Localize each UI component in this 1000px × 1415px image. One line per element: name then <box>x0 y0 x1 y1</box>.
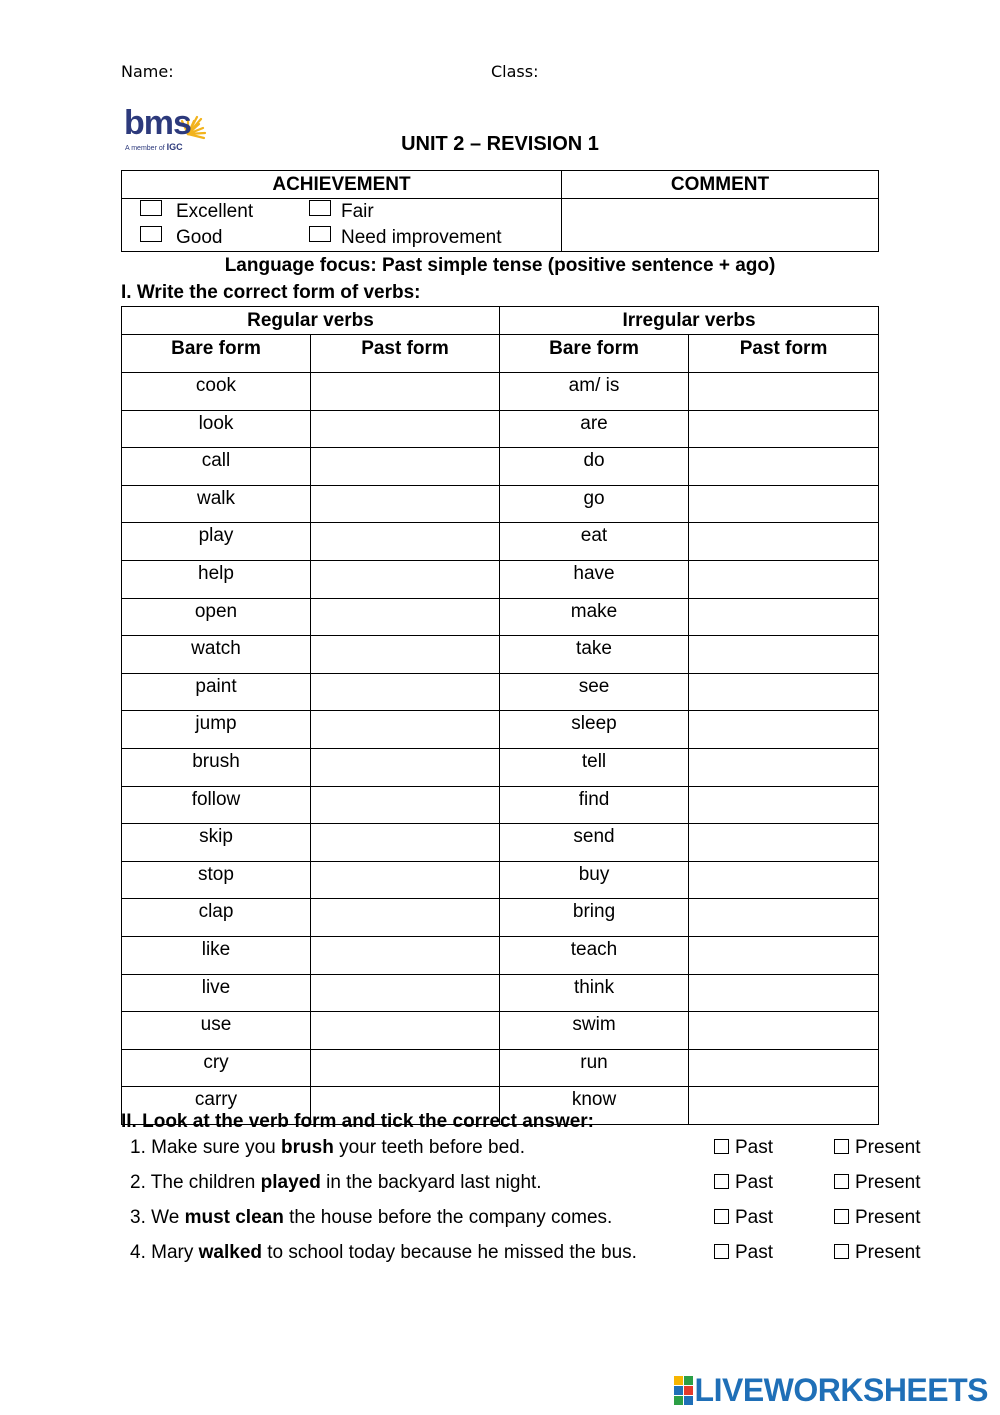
option-label: Excellent <box>176 201 254 222</box>
irregular-past-answer-cell[interactable] <box>689 861 879 899</box>
logo-tagline-prefix: A member of <box>125 145 165 152</box>
regular-past-answer-cell[interactable] <box>311 373 500 411</box>
past-form-header: Past form <box>311 335 500 373</box>
checkbox-icon[interactable] <box>834 1139 849 1154</box>
table-row <box>122 748 879 786</box>
irregular-past-answer-cell[interactable] <box>689 974 879 1012</box>
tick-present-3[interactable] <box>834 1207 920 1229</box>
regular-bare-cell: brush <box>122 748 311 786</box>
question-verb: must clean <box>184 1207 284 1228</box>
question-text: in the backyard last night. <box>320 1172 542 1193</box>
regular-past-answer-cell[interactable] <box>311 936 500 974</box>
present-label: Present <box>855 1242 921 1263</box>
tick-past-2[interactable] <box>714 1172 773 1194</box>
irregular-bare-cell: take <box>500 636 689 674</box>
regular-bare-cell: clap <box>122 899 311 937</box>
tick-past-1[interactable] <box>714 1137 773 1159</box>
question-verb: walked <box>198 1242 262 1263</box>
irregular-bare-cell: have <box>500 560 689 598</box>
achievement-table <box>121 170 879 252</box>
regular-bare-cell: like <box>122 936 311 974</box>
tick-present-1[interactable] <box>834 1137 920 1159</box>
irregular-bare-cell: do <box>500 448 689 486</box>
option-good[interactable] <box>140 227 222 249</box>
irregular-bare-cell: tell <box>500 748 689 786</box>
bare-form-header: Bare form <box>122 335 311 373</box>
question-verb: played <box>260 1172 321 1193</box>
irregular-past-answer-cell[interactable] <box>689 673 879 711</box>
regular-past-answer-cell[interactable] <box>311 899 500 937</box>
irregular-bare-cell: teach <box>500 936 689 974</box>
regular-past-answer-cell[interactable] <box>311 523 500 561</box>
option-label: Good <box>176 227 223 248</box>
question-text: 4. Mary <box>130 1242 199 1263</box>
checkbox-icon[interactable] <box>140 226 162 242</box>
present-label: Present <box>855 1137 921 1158</box>
question-4 <box>130 1242 637 1264</box>
liveworksheets-text: LIVEWORKSHEETS <box>694 1372 988 1408</box>
irregular-past-answer-cell[interactable] <box>689 410 879 448</box>
regular-bare-cell: help <box>122 560 311 598</box>
regular-bare-cell: skip <box>122 824 311 862</box>
table-row <box>122 673 879 711</box>
regular-bare-cell: carry <box>122 1087 311 1125</box>
irregular-verbs-header: Irregular verbs <box>500 307 879 335</box>
regular-past-answer-cell[interactable] <box>311 673 500 711</box>
logo-tagline-brand: IGC <box>166 142 183 152</box>
regular-past-answer-cell[interactable] <box>311 598 500 636</box>
irregular-past-answer-cell[interactable] <box>689 373 879 411</box>
logo-text: bms <box>124 104 191 142</box>
regular-bare-cell: follow <box>122 786 311 824</box>
tick-present-4[interactable] <box>834 1242 920 1264</box>
irregular-bare-cell: find <box>500 786 689 824</box>
regular-bare-cell: stop <box>122 861 311 899</box>
name-label: Name: <box>121 62 174 81</box>
past-label: Past <box>735 1172 774 1193</box>
class-label: Class: <box>491 62 539 81</box>
tick-past-4[interactable] <box>714 1242 773 1264</box>
irregular-past-answer-cell[interactable] <box>689 711 879 749</box>
option-label: Need improvement <box>341 227 502 248</box>
question-text: your teeth before bed. <box>333 1137 525 1158</box>
table-row <box>122 523 879 561</box>
irregular-bare-cell: run <box>500 1049 689 1087</box>
bare-form-header: Bare form <box>500 335 689 373</box>
table-row <box>122 899 879 937</box>
section1-heading: I. Write the correct form of verbs: <box>121 282 421 303</box>
regular-bare-cell: paint <box>122 673 311 711</box>
irregular-bare-cell: bring <box>500 899 689 937</box>
irregular-bare-cell: see <box>500 673 689 711</box>
question-text: 1. Make sure you <box>130 1137 282 1158</box>
tick-present-2[interactable] <box>834 1172 920 1194</box>
regular-past-answer-cell[interactable] <box>311 711 500 749</box>
present-label: Present <box>855 1172 921 1193</box>
irregular-past-answer-cell[interactable] <box>689 1012 879 1050</box>
checkbox-icon[interactable] <box>309 200 331 216</box>
regular-bare-cell: call <box>122 448 311 486</box>
irregular-bare-cell: buy <box>500 861 689 899</box>
irregular-past-answer-cell[interactable] <box>689 448 879 486</box>
table-row <box>122 786 879 824</box>
irregular-bare-cell: eat <box>500 523 689 561</box>
regular-past-answer-cell[interactable] <box>311 410 500 448</box>
checkbox-icon[interactable] <box>714 1174 729 1189</box>
checkbox-icon[interactable] <box>140 200 162 216</box>
liveworksheets-logo-icon <box>674 1376 693 1405</box>
question-text: to school today because he missed the bus. <box>262 1242 637 1263</box>
checkbox-icon[interactable] <box>714 1244 729 1259</box>
table-row <box>122 974 879 1012</box>
option-fair[interactable] <box>309 201 374 223</box>
question-3 <box>130 1207 612 1229</box>
regular-past-answer-cell[interactable] <box>311 824 500 862</box>
checkbox-icon[interactable] <box>309 226 331 242</box>
irregular-past-answer-cell[interactable] <box>689 936 879 974</box>
irregular-bare-cell: think <box>500 974 689 1012</box>
question-text: 2. The children <box>130 1172 261 1193</box>
table-row <box>122 598 879 636</box>
tick-past-3[interactable] <box>714 1207 773 1229</box>
irregular-past-answer-cell[interactable] <box>689 636 879 674</box>
table-row <box>122 711 879 749</box>
past-form-header: Past form <box>689 335 879 373</box>
irregular-past-answer-cell[interactable] <box>689 899 879 937</box>
achievement-options <box>122 199 562 252</box>
comment-header: COMMENT <box>562 171 879 199</box>
regular-past-answer-cell[interactable] <box>311 485 500 523</box>
regular-bare-cell: cook <box>122 373 311 411</box>
regular-bare-cell: live <box>122 974 311 1012</box>
irregular-bare-cell: go <box>500 485 689 523</box>
irregular-past-answer-cell[interactable] <box>689 1049 879 1087</box>
regular-bare-cell: watch <box>122 636 311 674</box>
checkbox-icon[interactable] <box>834 1209 849 1224</box>
irregular-bare-cell: swim <box>500 1012 689 1050</box>
regular-bare-cell: walk <box>122 485 311 523</box>
past-label: Past <box>735 1207 774 1228</box>
irregular-bare-cell: know <box>500 1087 689 1125</box>
question-text: the house before the company comes. <box>283 1207 613 1228</box>
table-row <box>122 824 879 862</box>
checkbox-icon[interactable] <box>714 1209 729 1224</box>
irregular-past-answer-cell[interactable] <box>689 786 879 824</box>
irregular-bare-cell: are <box>500 410 689 448</box>
irregular-past-answer-cell[interactable] <box>689 824 879 862</box>
present-label: Present <box>855 1207 921 1228</box>
irregular-past-answer-cell[interactable] <box>689 748 879 786</box>
table-row <box>122 861 879 899</box>
checkbox-icon[interactable] <box>834 1174 849 1189</box>
table-row <box>122 636 879 674</box>
regular-past-answer-cell[interactable] <box>311 861 500 899</box>
option-label: Fair <box>341 201 374 222</box>
verbs-table <box>121 306 879 1125</box>
option-excellent[interactable] <box>140 201 253 223</box>
regular-bare-cell: cry <box>122 1049 311 1087</box>
question-verb: brush <box>281 1137 334 1158</box>
table-row <box>122 373 879 411</box>
regular-past-answer-cell[interactable] <box>311 786 500 824</box>
question-2 <box>130 1172 542 1194</box>
regular-past-answer-cell[interactable] <box>311 974 500 1012</box>
table-row <box>122 1012 879 1050</box>
regular-past-answer-cell[interactable] <box>311 560 500 598</box>
irregular-bare-cell: am/ is <box>500 373 689 411</box>
irregular-past-answer-cell[interactable] <box>689 598 879 636</box>
regular-past-answer-cell[interactable] <box>311 636 500 674</box>
language-focus: Language focus: Past simple tense (positive sentence + ago) <box>224 255 776 276</box>
past-label: Past <box>735 1242 774 1263</box>
checkbox-icon[interactable] <box>714 1139 729 1154</box>
section2-heading: II. Look at the verb form and tick the correct answer: <box>121 1111 595 1132</box>
regular-past-answer-cell[interactable] <box>311 1012 500 1050</box>
regular-bare-cell: open <box>122 598 311 636</box>
past-label: Past <box>735 1137 774 1158</box>
regular-bare-cell: jump <box>122 711 311 749</box>
checkbox-icon[interactable] <box>834 1244 849 1259</box>
irregular-bare-cell: make <box>500 598 689 636</box>
regular-verbs-header: Regular verbs <box>122 307 500 335</box>
regular-past-answer-cell[interactable] <box>311 748 500 786</box>
regular-past-answer-cell[interactable] <box>311 1049 500 1087</box>
question-1 <box>130 1137 525 1159</box>
table-row <box>122 936 879 974</box>
question-text: 3. We <box>130 1207 185 1228</box>
achievement-header: ACHIEVEMENT <box>122 171 562 199</box>
regular-past-answer-cell[interactable] <box>311 448 500 486</box>
option-need-improvement[interactable] <box>309 227 502 249</box>
table-row <box>122 448 879 486</box>
table-row <box>122 1049 879 1087</box>
table-row <box>122 410 879 448</box>
comment-cell[interactable] <box>562 199 879 252</box>
regular-bare-cell: look <box>122 410 311 448</box>
irregular-past-answer-cell[interactable] <box>689 1087 879 1125</box>
irregular-bare-cell: sleep <box>500 711 689 749</box>
irregular-bare-cell: send <box>500 824 689 862</box>
irregular-past-answer-cell[interactable] <box>689 485 879 523</box>
irregular-past-answer-cell[interactable] <box>689 523 879 561</box>
liveworksheets-brand <box>674 1372 988 1409</box>
page-title: UNIT 2 – REVISION 1 <box>401 133 599 155</box>
regular-bare-cell: play <box>122 523 311 561</box>
irregular-past-answer-cell[interactable] <box>689 560 879 598</box>
table-row <box>122 560 879 598</box>
regular-bare-cell: use <box>122 1012 311 1050</box>
table-row <box>122 485 879 523</box>
